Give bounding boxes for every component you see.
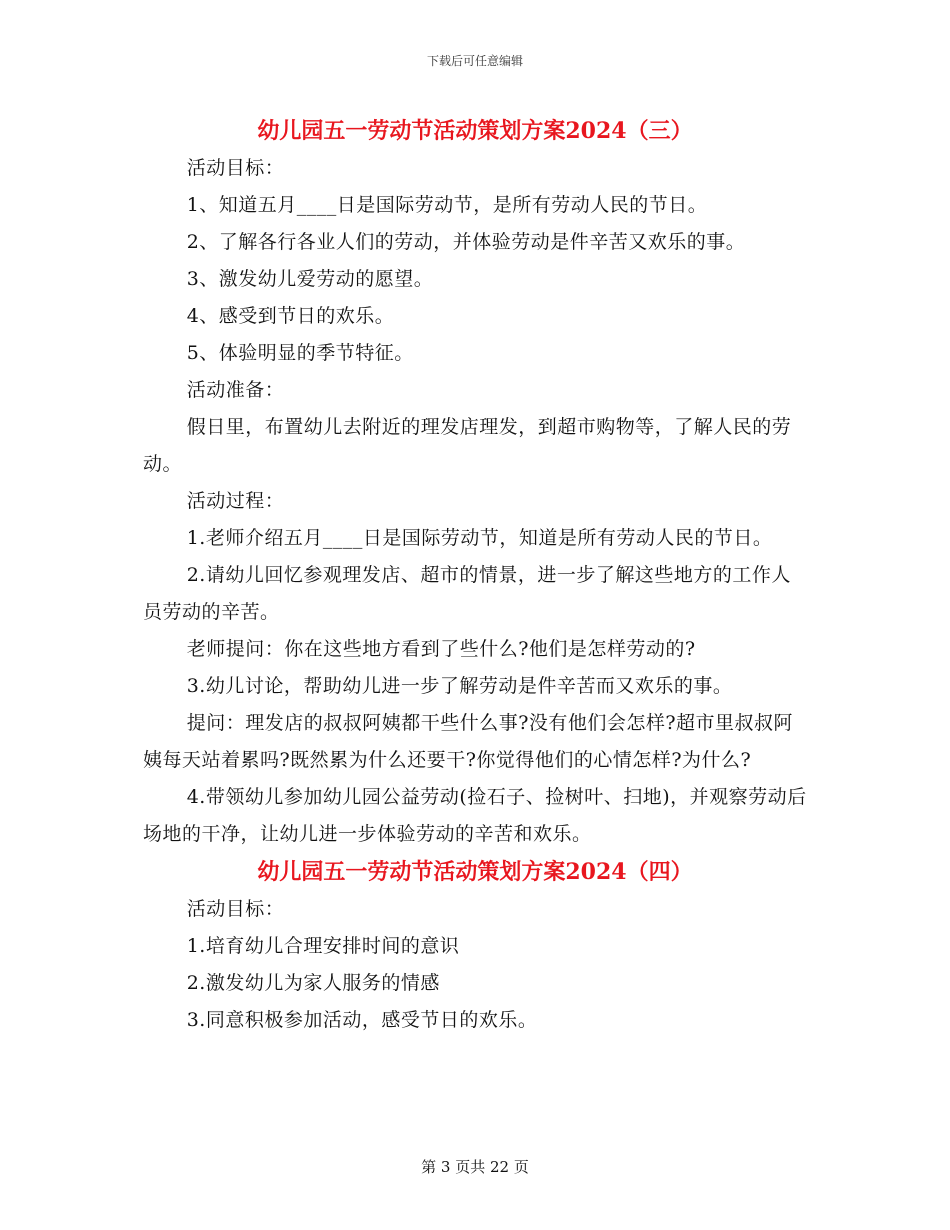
section-title-4: 幼儿园五一劳动节活动策划方案2024（四） [257,859,693,885]
paragraph: 2、了解各行各业人们的劳动，并体验劳动是件辛苦又欢乐的事。 [186,231,746,253]
paragraph: 活动准备： [186,379,285,401]
paragraph: 老师提问：你在这些地方看到了些什么?他们是怎样劳动的? [186,638,696,660]
paragraph: 3、激发幼儿爱劳动的愿望。 [186,268,434,290]
paragraph: 假日里，布置幼儿去附近的理发店理发，到超市购物等，了解人民的劳动。 [143,416,792,475]
paragraph: 1.老师介绍五月____日是国际劳动节，知道是所有劳动人民的节日。 [186,527,773,549]
page-header-note: 下载后可任意编辑 [426,54,523,68]
paragraph: 活动目标： [186,157,285,179]
paragraph: 2.激发幼儿为家人服务的情感 [186,972,440,994]
paragraph: 2.请幼儿回忆参观理发店、超市的情景，进一步了解这些地方的工作人员劳动的辛苦。 [143,564,791,623]
section-title-3: 幼儿园五一劳动节活动策划方案2024（三） [257,118,693,144]
document-body [143,112,807,1039]
paragraph: 1、知道五月____日是国际劳动节，是所有劳动人民的节日。 [186,194,708,216]
paragraph: 4.带领幼儿参加幼儿园公益劳动(捡石子、捡树叶、扫地)，并观察劳动后场地的干净，让幼儿进一步体验劳动的辛苦和欢乐。 [143,786,807,845]
paragraph: 活动过程： [186,490,285,512]
page-number: 第 3 页共 22 页 [421,1158,529,1176]
paragraph: 5、体验明显的季节特征。 [186,342,414,364]
paragraph: 4、感受到节日的欢乐。 [186,305,395,327]
paragraph: 提问：理发店的叔叔阿姨都干些什么事?没有他们会怎样?超市里叔叔阿姨每天站着累吗?既然累为什么还要干?你觉得他们的心情怎样?为什么? [143,712,794,771]
paragraph: 3.幼儿讨论，帮助幼儿进一步了解劳动是件辛苦而又欢乐的事。 [186,675,733,697]
paragraph: 3.同意积极参加活动，感受节日的欢乐。 [186,1009,538,1031]
paragraph: 活动目标： [186,898,285,920]
paragraph: 1.培育幼儿合理安排时间的意识 [186,935,460,957]
